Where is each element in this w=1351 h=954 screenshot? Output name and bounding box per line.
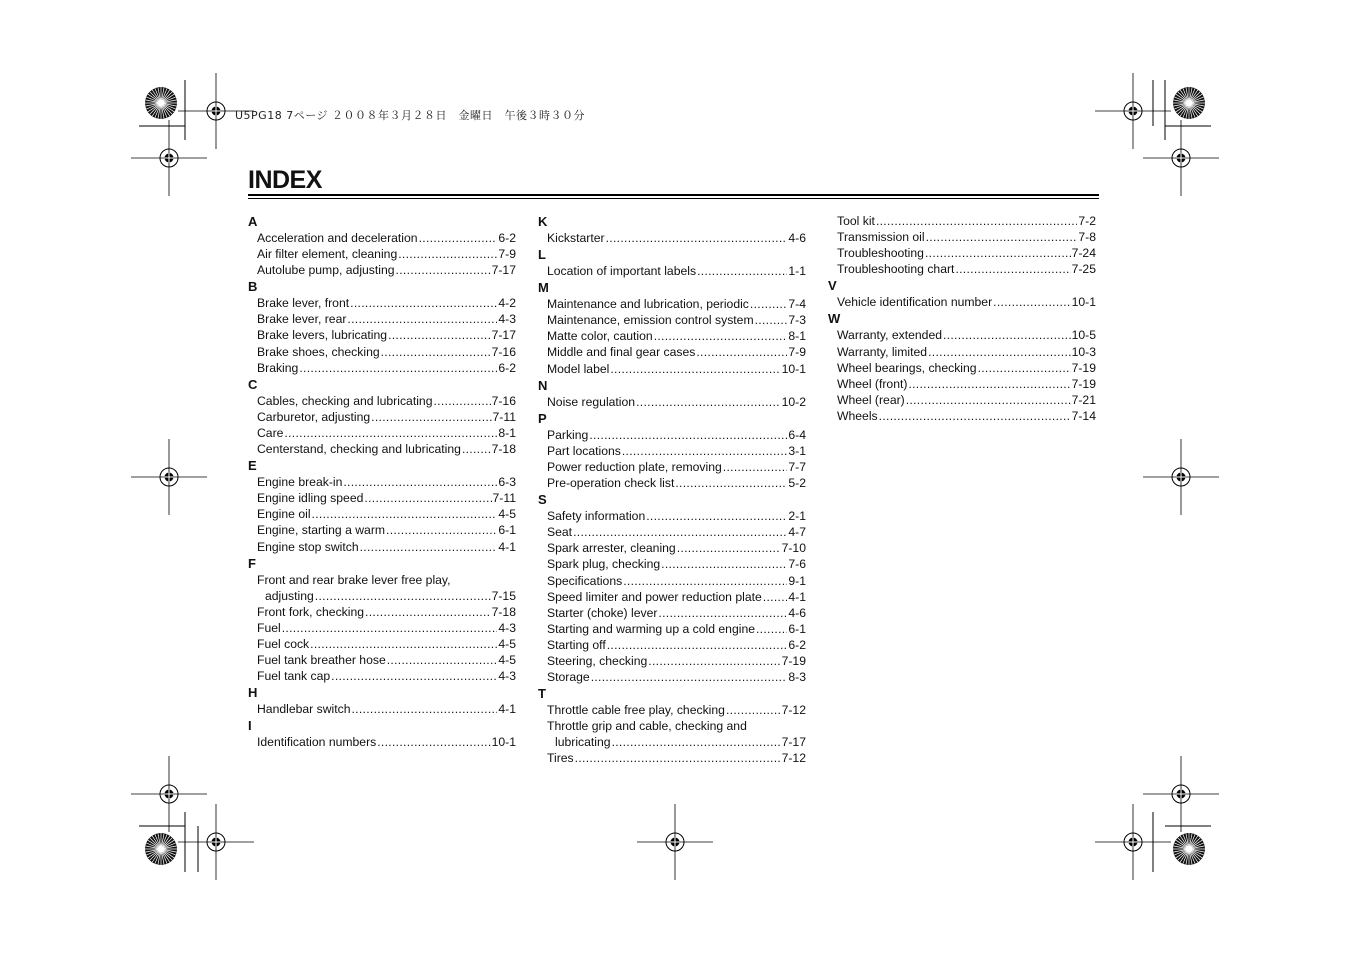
index-entry-page: 7-9 (498, 247, 516, 262)
leader-dots (350, 295, 497, 311)
index-entry-label: Tool kit (837, 214, 875, 228)
index-entry-label: Front and rear brake lever free play, (257, 572, 451, 587)
index-entry (248, 539, 516, 555)
title-rule (248, 194, 1099, 196)
index-letter-heading: H (248, 685, 258, 701)
index-entry-label: Identification numbers (257, 735, 377, 750)
leader-dots (755, 312, 788, 328)
index-entry (248, 262, 516, 278)
leader-dots (675, 475, 787, 491)
index-entry-page: 7-9 (788, 345, 806, 360)
index-entry (248, 425, 516, 441)
index-entry-page: 7-16 (491, 393, 516, 408)
index-entry-label: Brake levers, lubricating (257, 328, 388, 343)
index-entry (538, 573, 806, 589)
leader-dots (906, 392, 1071, 408)
index-entry-page: 7-19 (1071, 360, 1096, 375)
index-entry-page: 6-3 (498, 475, 516, 490)
index-entry-page: 9-1 (788, 573, 806, 588)
leader-dots (343, 474, 497, 490)
index-letter-heading: W (828, 311, 841, 327)
index-entry-page: 6-4 (788, 427, 806, 442)
leader-dots (661, 556, 787, 572)
index-entry-label: Location of important labels (547, 264, 697, 279)
index-entry (538, 605, 806, 621)
index-entry-page: 7-8 (1078, 230, 1096, 245)
index-entry (828, 261, 1096, 277)
index-entry (538, 443, 806, 459)
index-entry-page: 10-5 (1071, 328, 1096, 343)
index-entry-page: 4-5 (498, 653, 516, 668)
leader-dots (908, 376, 1070, 392)
index-entry (248, 701, 516, 717)
index-entry-label: Handlebar switch (257, 702, 351, 717)
index-letter-heading: L (538, 247, 546, 263)
index-entry-label: Wheel (front) (837, 376, 908, 391)
index-entry-label: Specifications (547, 573, 623, 588)
index-letter-heading: I (248, 718, 252, 734)
index-entry-label: Part locations (547, 443, 621, 458)
index-entry-label: Model label (547, 361, 610, 376)
leader-dots (591, 669, 788, 685)
index-entry-label: Engine idling speed (257, 491, 364, 506)
leader-dots (677, 540, 781, 556)
index-entry-page: 4-5 (498, 636, 516, 651)
index-entry (248, 360, 516, 376)
index-entry-label: Safety information (547, 509, 646, 524)
index-entry (538, 621, 806, 637)
index-entry (538, 230, 806, 246)
index-entry (538, 263, 806, 279)
index-entry-label: Centerstand, checking and lubricating (257, 442, 461, 457)
index-entry-page: 7-16 (491, 344, 516, 359)
index-entry (248, 393, 516, 409)
index-entry (248, 572, 516, 604)
index-entry-label: Vehicle identification number (837, 295, 993, 310)
leader-dots (756, 621, 787, 637)
leader-dots (623, 573, 787, 589)
leader-dots (419, 230, 498, 246)
index-entry (248, 652, 516, 668)
index-entry-label: Starter (choke) lever (547, 605, 658, 620)
leader-dots (284, 425, 497, 441)
index-entry-label: Noise regulation (547, 394, 636, 409)
index-entry-page: 5-2 (788, 476, 806, 491)
leader-dots (386, 522, 497, 538)
index-entry-label: Storage (547, 670, 590, 685)
page-title: INDEX (248, 166, 322, 194)
leader-dots (636, 394, 781, 410)
leader-dots (433, 393, 490, 409)
index-entry (538, 589, 806, 605)
index-entry-label: Wheels (837, 408, 878, 423)
index-entry-label: Engine, starting a warm (257, 523, 386, 538)
index-entry-label: Matte color, caution (547, 329, 653, 344)
index-entry-label: Seat (547, 525, 573, 540)
index-entry-page: 7-18 (491, 604, 516, 619)
index-entry-label: Warranty, extended (837, 328, 942, 343)
index-entry-page: 10-2 (781, 394, 806, 409)
index-entry-page: 7-17 (491, 263, 516, 278)
index-entry-label: Steering, checking (547, 653, 648, 668)
index-entry (538, 312, 806, 328)
index-entry (538, 361, 806, 377)
index-entry (538, 459, 806, 475)
leader-dots (282, 620, 498, 636)
index-entry-page: 10-1 (1071, 295, 1096, 310)
print-header: U5PG18 7ページ ２００８年３月２８日 金曜日 午後３時３０分 (235, 109, 585, 122)
index-entry (538, 750, 806, 766)
index-entry-label: Throttle cable free play, checking (547, 703, 725, 718)
leader-dots (312, 506, 498, 522)
index-entry (248, 522, 516, 538)
index-column-1 (248, 213, 516, 750)
index-entry-page: 4-1 (498, 539, 516, 554)
index-entry (248, 246, 516, 262)
leader-dots (607, 637, 788, 653)
index-entry (538, 344, 806, 360)
leader-dots (646, 508, 787, 524)
leader-dots (351, 701, 497, 717)
index-entry-label: Power reduction plate, removing (547, 459, 722, 474)
index-entry-page: 6-2 (788, 637, 806, 652)
index-letter-heading: N (538, 377, 548, 393)
index-entry-page: 7-17 (781, 735, 806, 750)
index-entry (828, 360, 1096, 376)
leader-dots (622, 443, 788, 459)
leader-dots (726, 702, 781, 718)
index-entry-page: 4-5 (498, 507, 516, 522)
index-entry (538, 637, 806, 653)
index-letter-heading: M (538, 280, 549, 296)
leader-dots (387, 652, 498, 668)
index-entry-page: 10-3 (1071, 344, 1096, 359)
index-letter-heading: A (248, 214, 258, 229)
index-entry-page: 10-1 (781, 361, 806, 376)
index-entry-label: Spark plug, checking (547, 557, 661, 572)
index-entry (538, 556, 806, 572)
index-entry (828, 245, 1096, 261)
index-entry (248, 327, 516, 343)
index-entry-label: Cables, checking and lubricating (257, 393, 433, 408)
index-entry-label: Troubleshooting (837, 246, 924, 261)
index-entry (248, 604, 516, 620)
index-entry-page: 4-1 (788, 589, 806, 604)
leader-dots (310, 636, 497, 652)
index-entry-label: Fuel tank cap (257, 669, 331, 684)
index-entry (828, 376, 1096, 392)
index-entry-page: 6-2 (498, 360, 516, 375)
index-entry (828, 229, 1096, 245)
index-entry-label: Fuel (257, 620, 281, 635)
index-entry-label: Front fork, checking (257, 604, 365, 619)
index-entry-label: Troubleshooting chart (837, 262, 955, 277)
index-entry-page: 6-1 (498, 523, 516, 538)
leader-dots (610, 361, 780, 377)
index-entry (248, 620, 516, 636)
index-entry-label: Speed limiter and power reduction plate (547, 589, 762, 604)
index-letter-heading: E (248, 458, 257, 474)
leader-dots (879, 408, 1071, 424)
index-entry (248, 636, 516, 652)
index-entry-label: Care (257, 425, 284, 440)
index-entry (248, 295, 516, 311)
index-entry-page: 7-19 (781, 653, 806, 668)
index-entry-label: lubricating (555, 735, 611, 750)
index-entry-label: Fuel cock (257, 636, 310, 651)
index-entry-page: 4-1 (498, 702, 516, 717)
index-letter-heading: V (828, 278, 837, 294)
index-entry-page: 7-14 (1071, 408, 1096, 423)
index-entry (828, 294, 1096, 310)
index-entry-label: Wheel (rear) (837, 392, 905, 407)
index-entry-label: Engine oil (257, 507, 311, 522)
index-entry-page: 6-1 (788, 621, 806, 636)
index-entry-page: 7-6 (788, 557, 806, 572)
index-entry (538, 427, 806, 443)
index-entry (538, 475, 806, 491)
leader-dots (371, 409, 491, 425)
leader-dots (943, 327, 1071, 343)
index-entry-label: Carburetor, adjusting (257, 409, 371, 424)
index-entry-label: Brake lever, rear (257, 312, 347, 327)
index-entry-label: Pre-operation check list (547, 476, 675, 491)
index-entry (248, 311, 516, 327)
leader-dots (381, 344, 491, 360)
index-entry (828, 344, 1096, 360)
index-entry-label: Transmission oil (837, 230, 925, 245)
index-entry (248, 409, 516, 425)
leader-dots (396, 262, 491, 278)
leader-dots (347, 311, 497, 327)
leader-dots (696, 344, 787, 360)
index-entry-page: 7-18 (491, 442, 516, 457)
index-entry-page: 7-19 (1071, 376, 1096, 391)
index-entry-label: adjusting (265, 588, 314, 603)
leader-dots (606, 230, 788, 246)
index-entry (538, 394, 806, 410)
leader-dots (612, 734, 781, 750)
leader-dots (365, 604, 491, 620)
index-entry (248, 441, 516, 457)
leader-dots (360, 539, 498, 555)
index-entry (248, 230, 516, 246)
index-entry-label: Maintenance and lubrication, periodic (547, 297, 749, 312)
index-letter-heading: T (538, 686, 546, 702)
index-entry-label: Maintenance, emission control system (547, 313, 754, 328)
leader-dots (750, 296, 787, 312)
index-entry-label: Starting and warming up a cold engine (547, 621, 755, 636)
leader-dots (573, 524, 787, 540)
index-entry-page: 7-12 (781, 751, 806, 766)
leader-dots (589, 427, 787, 443)
index-entry-continuation (547, 734, 806, 750)
index-letter-heading: C (248, 376, 258, 392)
index-entry (538, 653, 806, 669)
leader-dots (697, 263, 787, 279)
index-entry-label: Starting off (547, 637, 606, 652)
index-entry-label: Wheel bearings, checking (837, 360, 977, 375)
index-entry-page: 7-25 (1071, 262, 1096, 277)
index-entry (828, 327, 1096, 343)
index-entry (248, 506, 516, 522)
leader-dots (978, 360, 1071, 376)
index-entry (248, 490, 516, 506)
leader-dots (993, 294, 1070, 310)
index-entry-page: 7-21 (1071, 392, 1096, 407)
index-entry-page: 7-15 (491, 588, 516, 603)
leader-dots (648, 653, 780, 669)
index-entry-page: 3-1 (788, 443, 806, 458)
index-entry-page: 4-3 (498, 620, 516, 635)
index-column-2 (538, 213, 806, 767)
index-entry (248, 668, 516, 684)
index-letter-heading: S (538, 492, 547, 508)
index-entry-page: 7-2 (1078, 214, 1096, 228)
index-entry-page: 8-1 (788, 329, 806, 344)
index-entry-label: Warranty, limited (837, 344, 928, 359)
index-entry-page: 7-10 (781, 541, 806, 556)
index-entry (538, 540, 806, 556)
index-entry-page: 7-17 (491, 328, 516, 343)
leader-dots (299, 360, 497, 376)
index-entry (248, 344, 516, 360)
index-letter-heading: B (248, 279, 258, 295)
index-entry-page: 8-1 (498, 425, 516, 440)
index-entry-page: 2-1 (788, 509, 806, 524)
leader-dots (388, 327, 491, 343)
index-entry-label: Kickstarter (547, 231, 605, 245)
index-entry-page: 7-4 (788, 297, 806, 312)
index-entry-page: 10-1 (491, 735, 516, 750)
index-entry (538, 669, 806, 685)
index-entry (828, 213, 1096, 229)
index-entry-label: Acceleration and deceleration (257, 231, 418, 245)
index-entry (538, 296, 806, 312)
leader-dots (723, 459, 788, 475)
index-entry-page: 1-1 (788, 264, 806, 279)
leader-dots (398, 246, 497, 262)
index-entry (828, 408, 1096, 424)
index-entry-page: 7-11 (492, 409, 516, 424)
index-entry-page: 4-7 (788, 525, 806, 540)
index-entry-label: Middle and final gear cases (547, 345, 696, 360)
index-entry-label: Parking (547, 427, 589, 442)
leader-dots (926, 229, 1078, 245)
index-entry-label: Engine stop switch (257, 539, 359, 554)
index-entry-page: 6-2 (498, 231, 516, 245)
index-entry-label: Air filter element, cleaning (257, 247, 398, 262)
index-entry-label: Fuel tank breather hose (257, 653, 386, 668)
index-entry-continuation (257, 588, 516, 604)
index-entry-page: 4-3 (498, 312, 516, 327)
index-entry-page: 4-3 (498, 669, 516, 684)
index-entry (538, 702, 806, 718)
title-rule-thin (248, 198, 1099, 199)
index-entry (828, 392, 1096, 408)
index-entry-page: 4-6 (788, 231, 806, 245)
index-entry-page: 7-24 (1071, 246, 1096, 261)
leader-dots (575, 750, 781, 766)
index-entry-label: Brake lever, front (257, 296, 350, 311)
index-letter-heading: P (538, 410, 547, 426)
index-letter-heading: F (248, 555, 256, 571)
index-letter-heading: K (538, 214, 548, 229)
index-column-3 (828, 213, 1096, 424)
index-entry-page: 8-3 (788, 670, 806, 685)
index-entry (538, 508, 806, 524)
index-entry-page: 7-12 (781, 703, 806, 718)
leader-dots (658, 605, 787, 621)
leader-dots (364, 490, 491, 506)
index-entry (538, 718, 806, 750)
leader-dots (763, 589, 788, 605)
index-entry (248, 474, 516, 490)
index-entry-label: Throttle grip and cable, checking and (547, 719, 747, 734)
leader-dots (462, 441, 491, 457)
leader-dots (928, 344, 1071, 360)
index-entry-label: Engine break-in (257, 475, 343, 490)
index-entry-label: Braking (257, 360, 299, 375)
leader-dots (315, 588, 491, 604)
index-entry-page: 7-7 (788, 459, 806, 474)
index-entry-page: 7-11 (492, 491, 516, 506)
index-entry (538, 328, 806, 344)
index-entry-label: Tires (547, 751, 574, 766)
index-entry-page: 4-2 (498, 296, 516, 311)
index-entry-page: 4-6 (788, 605, 806, 620)
leader-dots (876, 213, 1077, 229)
index-entry (248, 734, 516, 750)
leader-dots (925, 245, 1071, 261)
index-entry (538, 524, 806, 540)
leader-dots (377, 734, 490, 750)
index-entry-label: Brake shoes, checking (257, 344, 380, 359)
index-entry-page: 7-3 (788, 313, 806, 328)
leader-dots (654, 328, 788, 344)
index-entry-label: Autolube pump, adjusting (257, 263, 395, 278)
leader-dots (955, 261, 1070, 277)
leader-dots (331, 668, 497, 684)
index-entry-label: Spark arrester, cleaning (547, 541, 676, 556)
